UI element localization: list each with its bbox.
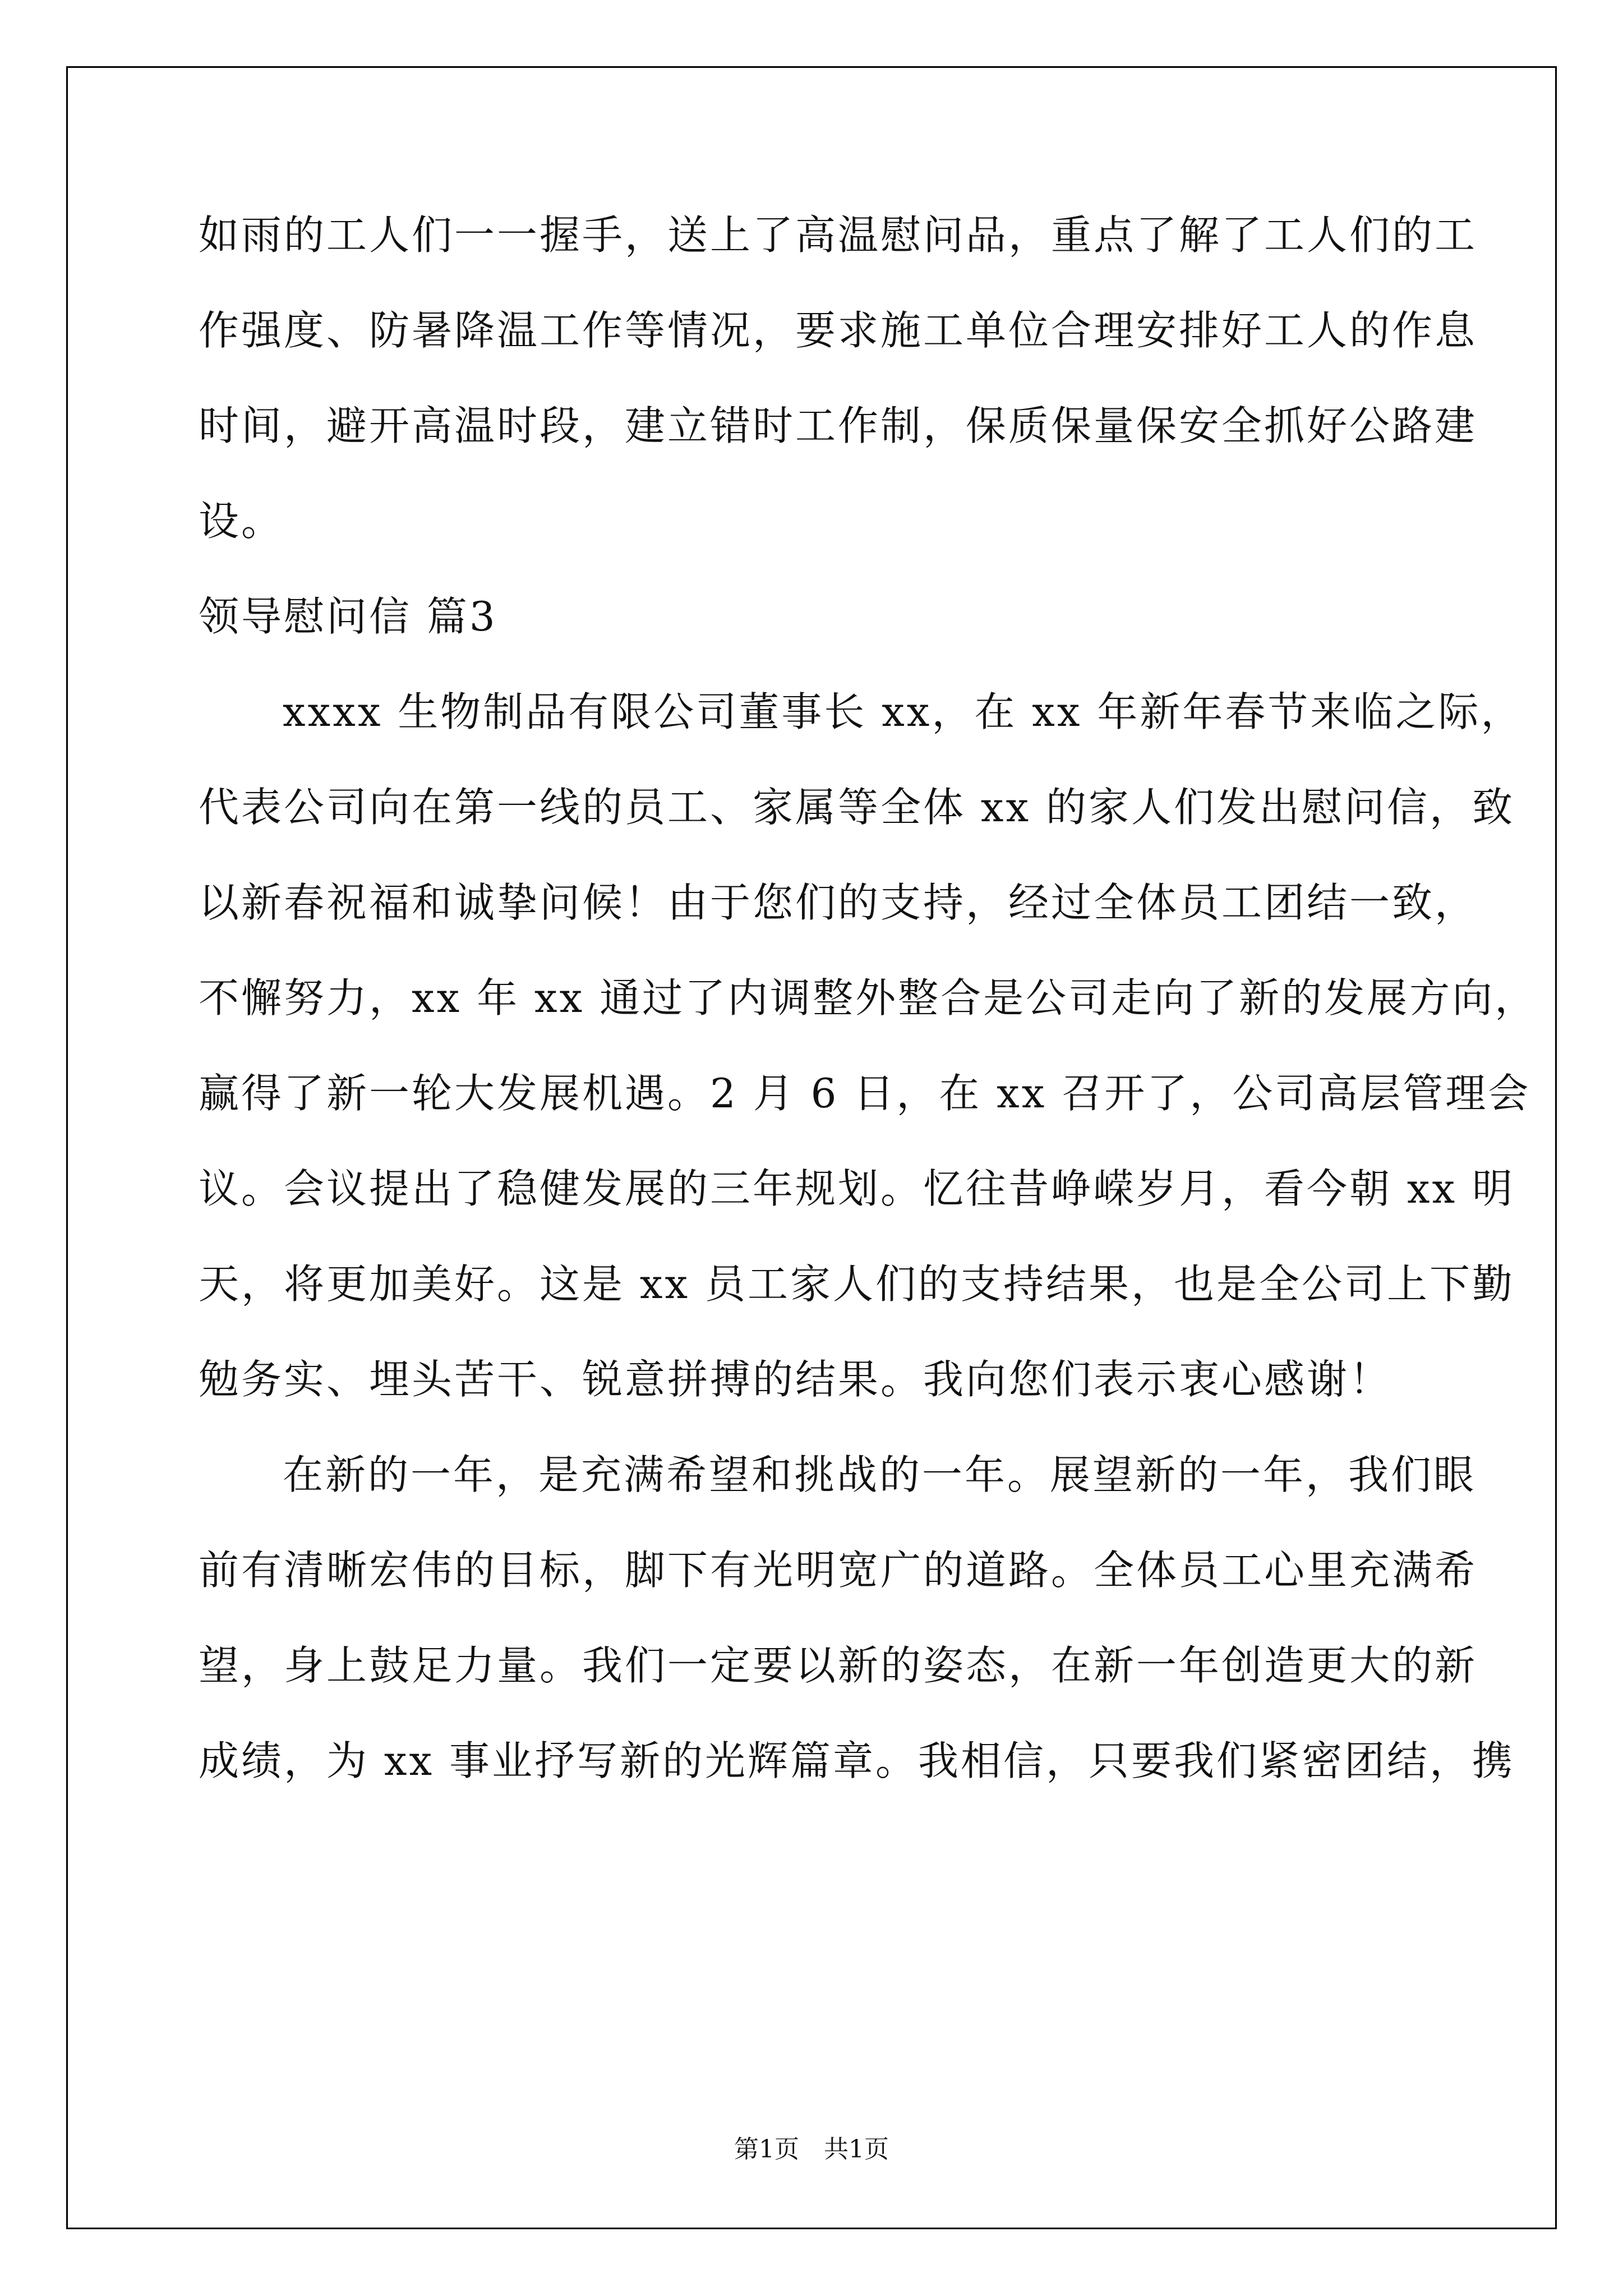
text-line: 天，将更加美好。这是 xx 员工家人们的支持结果，也是全公司上下勤 <box>199 1260 1515 1308</box>
text-line: 赢得了新一轮大发展机遇。2 月 6 日，在 xx 召开了，公司高层管理会 <box>199 1070 1531 1117</box>
text-line: 前有清晰宏伟的目标，脚下有光明宽广的道路。全体员工心里充满希 <box>199 1547 1478 1594</box>
text-line: 议。会议提出了稳健发展的三年规划。忆往昔峥嵘岁月，看今朝 xx 明 <box>199 1165 1515 1212</box>
text-line: 成绩，为 xx 事业抒写新的光辉篇章。我相信，只要我们紧密团结，携 <box>199 1737 1515 1784</box>
page-footer: 第1页 共1页 <box>734 2135 889 2164</box>
text-line: 设。 <box>199 498 284 545</box>
text-line: 作强度、防暑降温工作等情况，要求施工单位合理安排好工人的作息 <box>199 307 1478 354</box>
text-line: 以新春祝福和诚挚问候！由于您们的支持，经过全体员工团结一致， <box>199 879 1478 926</box>
text-line: 勉务实、埋头苦干、锐意拼搏的结果。我向您们表示衷心感谢！ <box>199 1356 1393 1403</box>
section-heading: 领导慰问信 篇3 <box>199 593 497 640</box>
text-line: 代表公司向在第一线的员工、家属等全体 xx 的家人们发出慰问信，致 <box>199 784 1515 831</box>
document-body <box>199 210 1538 1832</box>
text-line: 不懈努力，xx 年 xx 通过了内调整外整合是公司走向了新的发展方向， <box>199 974 1538 1022</box>
text-line: 在新的一年，是充满希望和挑战的一年。展望新的一年，我们眼 <box>283 1451 1477 1498</box>
text-line: xxxx 生物制品有限公司董事长 xx，在 xx 年新年春节来临之际， <box>283 688 1524 735</box>
text-line: 望，身上鼓足力量。我们一定要以新的姿态，在新一年创造更大的新 <box>199 1642 1478 1689</box>
text-line: 时间，避开高温时段，建立错时工作制，保质保量保安全抓好公路建 <box>199 402 1478 449</box>
text-line: 如雨的工人们一一握手，送上了高温慰问品，重点了解了工人们的工 <box>199 211 1478 259</box>
